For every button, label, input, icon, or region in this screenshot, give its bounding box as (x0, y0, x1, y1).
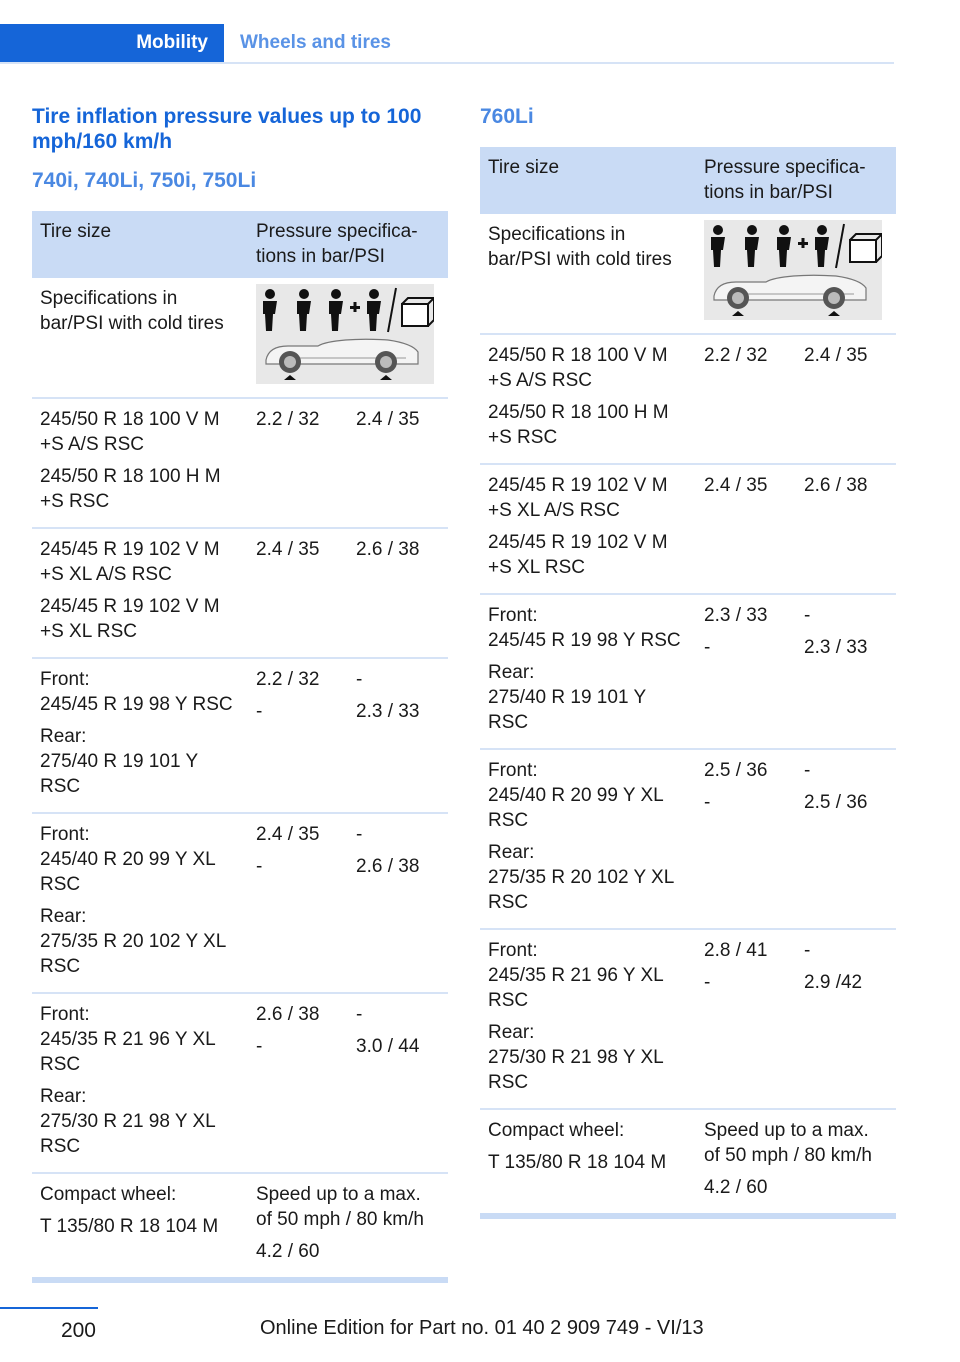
tire-size-cell-line: 245/50 R 18 100 V M +S A/S RSC (40, 409, 220, 455)
left-column (32, 104, 448, 1283)
tire-size-cell (480, 334, 696, 464)
pressure-cell-full-load-line: 2.4 / 35 (356, 409, 420, 430)
compact-wheel-pressure-line: 4.2 / 60 (704, 1177, 768, 1198)
section-heading: Tire inflation pressure values up to 100 mph/160 km/h (32, 105, 422, 153)
pressure-table-740i (32, 211, 448, 1283)
pressure-cell-normal-line: 2.2 / 32 (256, 669, 320, 690)
tire-size-cell-line: Rear: 275/35 R 20 102 Y XL RSC (40, 906, 226, 977)
pressure-cell-normal (696, 334, 796, 464)
pressure-cell-full-load (796, 749, 896, 929)
pressure-cell-full-load-line: - (356, 669, 363, 690)
tire-size-cell (32, 813, 248, 993)
tire-size-cell-line: Rear: 275/30 R 21 98 Y XL RSC (488, 1022, 664, 1093)
pressure-cell-full-load-line: 2.3 / 33 (804, 637, 868, 658)
pressure-cell-normal (696, 749, 796, 929)
tire-size-cell (480, 749, 696, 929)
tire-size-cell-line: 245/50 R 18 100 H M +S RSC (488, 402, 669, 448)
table-row (480, 749, 896, 929)
pressure-cell-full-load (796, 929, 896, 1109)
tire-size-cell-line: Rear: 275/30 R 21 98 Y XL RSC (40, 1086, 216, 1157)
pressure-cell-full-load-line: 2.6 / 38 (804, 475, 868, 496)
tire-size-cell-line: 245/50 R 18 100 H M +S RSC (40, 466, 221, 512)
tire-size-cell-line: 245/45 R 19 102 V M +S XL RSC (488, 532, 668, 578)
pressure-cell-full-load (348, 658, 448, 813)
pressure-table-760li (480, 147, 896, 1219)
compact-wheel-cell-line: T 135/80 R 18 104 M (488, 1152, 667, 1173)
spec-label-line: Specifications in bar/PSI with cold tires (40, 288, 224, 334)
page-number: 200 (60, 1319, 96, 1342)
car-side-icon (266, 339, 418, 380)
table-row (480, 464, 896, 594)
pressure-cell-normal-line: 2.4 / 35 (256, 539, 320, 560)
pressure-cell-normal (696, 929, 796, 1109)
pressure-cell-normal-line: 2.4 / 35 (704, 475, 768, 496)
tire-size-cell (32, 398, 248, 528)
tire-size-cell-line: Front: 245/40 R 20 99 Y XL RSC (40, 824, 216, 895)
tire-size-cell-line: Front: 245/35 R 21 96 Y XL RSC (488, 940, 664, 1011)
pressure-cell-normal-line: - (256, 701, 263, 722)
pressure-cell-normal-line: - (704, 637, 711, 658)
compact-wheel-pressure-line: Speed up to a max. of 50 mph / 80 km/h (704, 1120, 872, 1166)
pressure-cell-full-load-line: 2.3 / 33 (356, 701, 420, 722)
tire-size-cell-line: Rear: 275/40 R 19 101 Y RSC (40, 726, 198, 797)
compact-wheel-row (480, 1109, 896, 1216)
luggage-icon (850, 234, 882, 262)
compact-wheel-pressure-line: Speed up to a max. of 50 mph / 80 km/h (256, 1184, 424, 1230)
tire-size-cell-line: Front: 245/45 R 19 98 Y RSC (40, 669, 233, 715)
spec-label (32, 278, 248, 398)
tire-size-cell-line: Rear: 275/40 R 19 101 Y RSC (488, 662, 646, 733)
compact-wheel-row (32, 1173, 448, 1280)
pressure-cell-normal-line: 2.6 / 38 (256, 1004, 320, 1025)
pressure-cell-full-load-line: 2.9 /42 (804, 972, 863, 993)
model-heading: 760Li (480, 105, 534, 128)
table-row (32, 528, 448, 658)
pressure-cell-full-load-line: - (804, 605, 811, 626)
model-heading: 740i, 740Li, 750i, 750Li (32, 169, 257, 192)
compact-wheel-pressure-line: 4.2 / 60 (256, 1241, 320, 1262)
compact-wheel-cell-line: Compact wheel: (488, 1120, 625, 1141)
tire-size-cell-line: Front: 245/40 R 20 99 Y XL RSC (488, 760, 664, 831)
tire-size-cell-line: Front: 245/45 R 19 98 Y RSC (488, 605, 681, 651)
tire-size-cell-line: 245/45 R 19 102 V M +S XL RSC (40, 596, 220, 642)
footer-text: Online Edition for Part no. 01 40 2 909 749 - VI/13 (260, 1317, 704, 1339)
pressure-cell-full-load (796, 464, 896, 594)
pressure-cell-full-load (348, 528, 448, 658)
pressure-cell-normal-line: - (704, 792, 711, 813)
tire-size-cell-line: Rear: 275/35 R 20 102 Y XL RSC (488, 842, 674, 913)
pressure-cell-full-load-line: 3.0 / 44 (356, 1036, 420, 1057)
pressure-cell-normal-line: 2.2 / 32 (256, 409, 320, 430)
table-row (32, 398, 448, 528)
spec-label-line: Specifications in bar/PSI with cold tires (488, 224, 672, 270)
right-column (480, 104, 896, 1219)
persons-icon (256, 284, 434, 384)
tire-size-cell (32, 528, 248, 658)
compact-wheel-cell (32, 1173, 248, 1280)
table-row (32, 993, 448, 1173)
compact-wheel-cell-line: Compact wheel: (40, 1184, 177, 1205)
pressure-cell-full-load (796, 334, 896, 464)
pressure-cell-full-load (796, 594, 896, 749)
pressure-cell-normal (696, 594, 796, 749)
pressure-cell-normal (248, 658, 348, 813)
subsection-label: Wheels and tires (240, 32, 391, 53)
pressure-cell-full-load-line: 2.4 / 35 (804, 345, 868, 366)
table-row (32, 658, 448, 813)
pressure-cell-normal-line: - (256, 1036, 263, 1057)
tire-size-cell (480, 594, 696, 749)
pressure-cell-normal (696, 464, 796, 594)
table-row (480, 334, 896, 464)
pressure-cell-normal-line: 2.4 / 35 (256, 824, 320, 845)
pressure-cell-full-load-line: - (356, 824, 363, 845)
pressure-cell-full-load-line: - (804, 940, 811, 961)
table-row (32, 813, 448, 993)
table-row (480, 594, 896, 749)
pressure-cell-full-load-line: 2.6 / 38 (356, 539, 420, 560)
pressure-cell-full-load-line: 2.5 / 36 (804, 792, 868, 813)
load-pictogram (248, 278, 448, 398)
pressure-cell-normal-line: 2.2 / 32 (704, 345, 768, 366)
pressure-cell-full-load-line: - (356, 1004, 363, 1025)
pressure-cell-normal-line: 2.8 / 41 (704, 940, 768, 961)
section-label: Mobility (136, 32, 208, 53)
pressure-cell-normal-line: 2.5 / 36 (704, 760, 768, 781)
pressure-cell-normal (248, 993, 348, 1173)
compact-wheel-cell-line: T 135/80 R 18 104 M (40, 1216, 219, 1237)
col-header-tire-size: Tire size (480, 147, 696, 214)
col-header-pressure: Pressure specifica-tions in bar/PSI (696, 147, 896, 214)
spec-row (480, 214, 896, 334)
tire-size-cell-line: 245/45 R 19 102 V M +S XL A/S RSC (40, 539, 220, 585)
tire-size-cell (32, 993, 248, 1173)
section-tab-mobility (0, 24, 224, 62)
compact-wheel-pressure (248, 1173, 448, 1280)
load-pictogram (696, 214, 896, 334)
pressure-cell-full-load (348, 993, 448, 1173)
pressure-cell-normal-line: 2.3 / 33 (704, 605, 768, 626)
tire-size-cell (480, 929, 696, 1109)
pressure-cell-normal-line: - (256, 856, 263, 877)
pressure-cell-normal-line: - (704, 972, 711, 993)
pressure-cell-full-load (348, 813, 448, 993)
pressure-cell-normal (248, 813, 348, 993)
page-header (0, 24, 894, 64)
tire-size-cell-line: Front: 245/35 R 21 96 Y XL RSC (40, 1004, 216, 1075)
tire-size-cell-line: 245/50 R 18 100 V M +S A/S RSC (488, 345, 668, 391)
col-header-tire-size: Tire size (32, 211, 248, 278)
pressure-cell-full-load (348, 398, 448, 528)
pressure-cell-normal (248, 528, 348, 658)
table-row (480, 929, 896, 1109)
compact-wheel-cell (480, 1109, 696, 1216)
pressure-cell-full-load-line: - (804, 760, 811, 781)
compact-wheel-pressure (696, 1109, 896, 1216)
pressure-cell-normal (248, 398, 348, 528)
spec-row (32, 278, 448, 398)
tire-size-cell (32, 658, 248, 813)
persons-icon (704, 220, 882, 320)
spec-label (480, 214, 696, 334)
car-side-icon (714, 275, 866, 316)
page-number-bar (0, 1307, 98, 1342)
tire-size-cell (480, 464, 696, 594)
col-header-pressure: Pressure specifica-tions in bar/PSI (248, 211, 448, 278)
pressure-cell-full-load-line: 2.6 / 38 (356, 856, 420, 877)
luggage-icon (402, 298, 434, 326)
tire-size-cell-line: 245/45 R 19 102 V M +S XL A/S RSC (488, 475, 668, 521)
